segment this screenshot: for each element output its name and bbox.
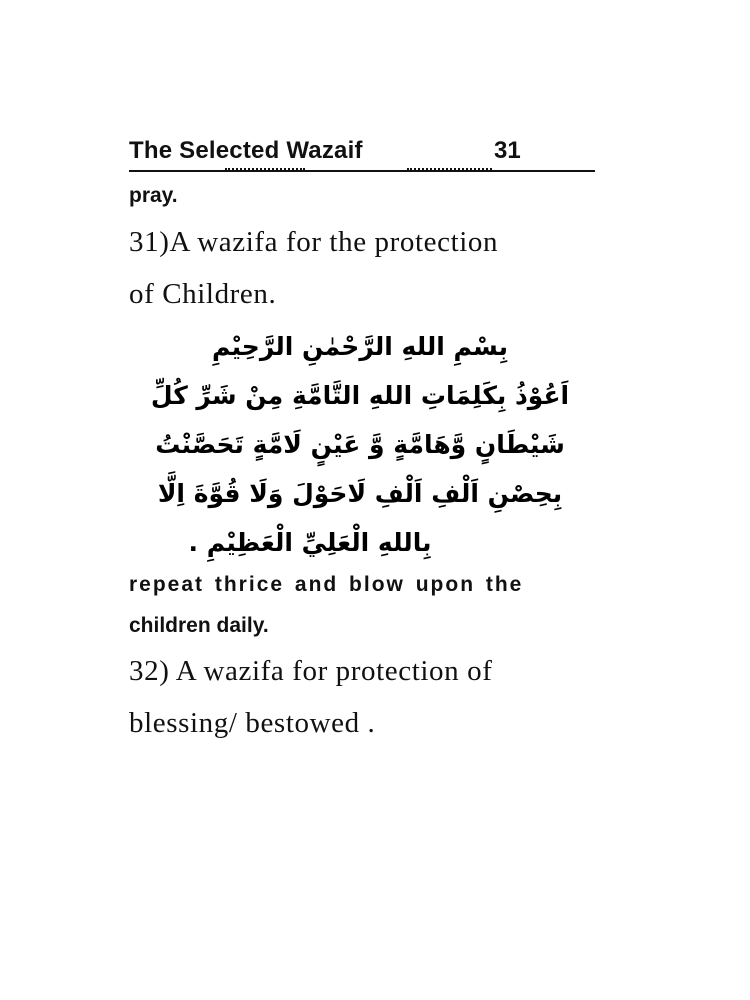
page-header (129, 133, 595, 173)
continued-text: pray. (129, 184, 178, 207)
section-31-heading-line-2: of Children. (129, 278, 277, 310)
instruction-line-1: repeat thrice and blow upon the (129, 573, 524, 596)
section-32-heading-line-2: blessing/ bestowed . (129, 707, 376, 739)
arabic-dua-line-1: بِسْمِ اللهِ الرَّحْمٰنِ الرَّحِيْمِ (212, 332, 508, 361)
arabic-dua-line-3: شَيْطَانٍ وَّهَامَّةٍ وَّ عَيْنٍ لَامَّةٍ تَحَصَّنْتُ (155, 430, 565, 459)
arabic-dua-line-2: اَعُوْذُ بِكَلِمَاتِ اللهِ التَّامَّةِ مِنْ شَرِّ كُلِّ (150, 381, 570, 410)
page-number: 31 (494, 137, 521, 164)
section-31-heading-line-1: 31)A wazifa for the protection (129, 226, 499, 258)
arabic-dua-line-4: بِحِصْنِ اَلْفِ اَلْفِ لَاحَوْلَ وَلَا قُوَّةَ اِلَّا (157, 479, 563, 508)
header-dotted-segment (407, 168, 492, 170)
book-title: The Selected Wazaif (129, 137, 363, 164)
instruction-line-2: children daily. (129, 614, 269, 637)
section-32-heading-line-1: 32) A wazifa for protection of (129, 655, 493, 687)
header-dotted-segment (225, 168, 305, 170)
arabic-dua-line-5: بِاللهِ الْعَلِيِّ الْعَظِيْمِ . (188, 528, 432, 557)
header-rule (129, 170, 595, 172)
